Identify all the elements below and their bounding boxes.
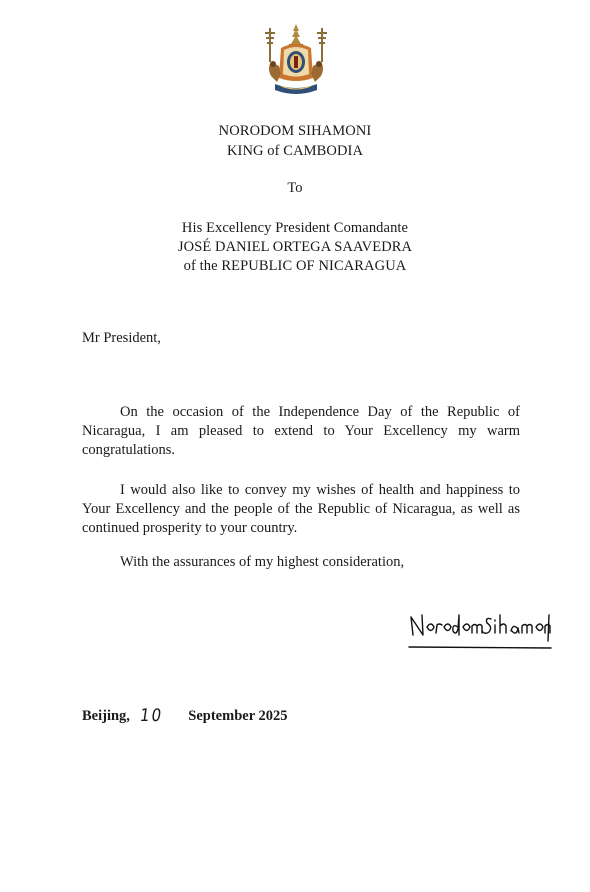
sender-name: NORODOM SIHAMONI bbox=[218, 123, 372, 139]
addressee-line-1: His Excellency President Comandante bbox=[181, 220, 409, 236]
place: Beijing, bbox=[82, 708, 130, 724]
addressee-line-3: of the REPUBLIC OF NICARAGUA bbox=[183, 258, 407, 274]
body-paragraph-1: On the occasion of the Independence Day of the Republic of Nicaragua, I am pleased to extend to Your Excellency my warm congratulations. bbox=[82, 404, 520, 458]
addressee-line-2: JOSÉ DANIEL ORTEGA SAAVEDRA bbox=[177, 239, 413, 255]
signature-icon bbox=[405, 605, 553, 655]
salutation: Mr President, bbox=[82, 330, 161, 346]
royal-crest-icon bbox=[261, 22, 331, 98]
body-paragraph-2: I would also like to convey my wishes of health and happiness to Your Excellency and the people of the Republic of Nicaragua, as well as continued prosperity to your country. bbox=[82, 482, 520, 536]
to-label: To bbox=[287, 180, 303, 196]
month-year: September 2025 bbox=[188, 708, 288, 724]
place-date bbox=[82, 706, 288, 725]
handwritten-day: 10 bbox=[138, 704, 165, 726]
sender-title: KING of CAMBODIA bbox=[226, 143, 364, 159]
closing-line: With the assurances of my highest consideration, bbox=[120, 554, 405, 570]
